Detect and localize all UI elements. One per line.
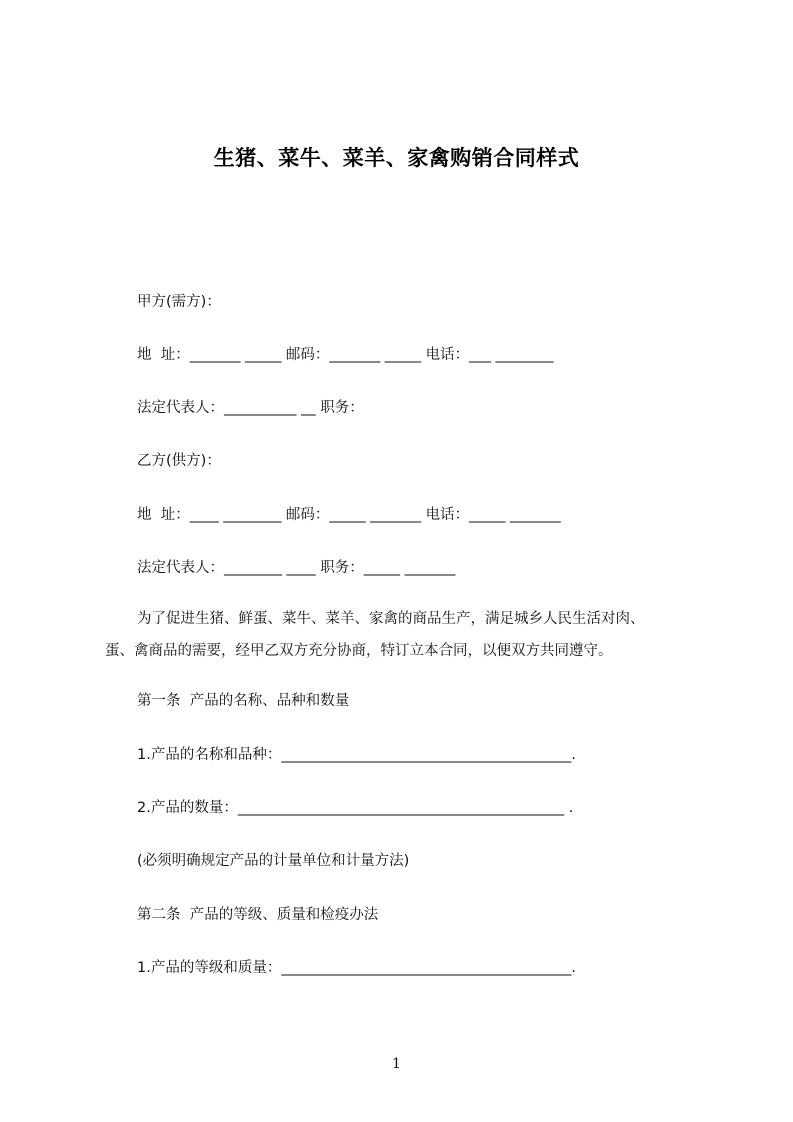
preamble-line-2: 蛋、禽商品的需要，经甲乙双方充分协商，特订立本合同，以便双方共同遵守。 — [105, 643, 613, 659]
page-number: 1 — [392, 1056, 401, 1072]
article-1-item-2: 2.产品的数量：_____________________________________________ . — [137, 800, 574, 816]
document-title: 生猪、菜牛、菜羊、家禽购销合同样式 — [213, 146, 580, 170]
party-a-address-line: 地 址：_______ _____ 邮码：_______ _____ 电话：___ ________ — [137, 347, 554, 363]
article-2-item-1: 1.产品的等级和质量：________________________________________. — [137, 960, 576, 976]
article-1-item-1: 1.产品的名称和品种：________________________________________. — [137, 747, 576, 763]
preamble-paragraph — [105, 603, 705, 667]
party-b-representative-line: 法定代表人：________ ____ 职务：_____ _______ — [137, 560, 456, 576]
party-a-heading: 甲方(需方)： — [137, 294, 221, 310]
article-1-heading: 第一条 产品的名称、品种和数量 — [137, 693, 350, 709]
article-1-note: (必须明确规定产品的计量单位和计量方法) — [137, 853, 410, 869]
party-b-address-line: 地 址：____ ________ 邮码：_____ _______ 电话：_____ _______ — [137, 507, 561, 523]
article-2-heading: 第二条 产品的等级、质量和检疫办法 — [137, 907, 379, 923]
party-b-heading: 乙方(供方)： — [137, 453, 221, 469]
party-a-representative-line: 法定代表人：__________ __ 职务： — [137, 400, 364, 416]
preamble-line-1: 为了促进生猪、鲜蛋、菜牛、菜羊、家禽的商品生产，满足城乡人民生活对肉、 — [137, 611, 645, 627]
